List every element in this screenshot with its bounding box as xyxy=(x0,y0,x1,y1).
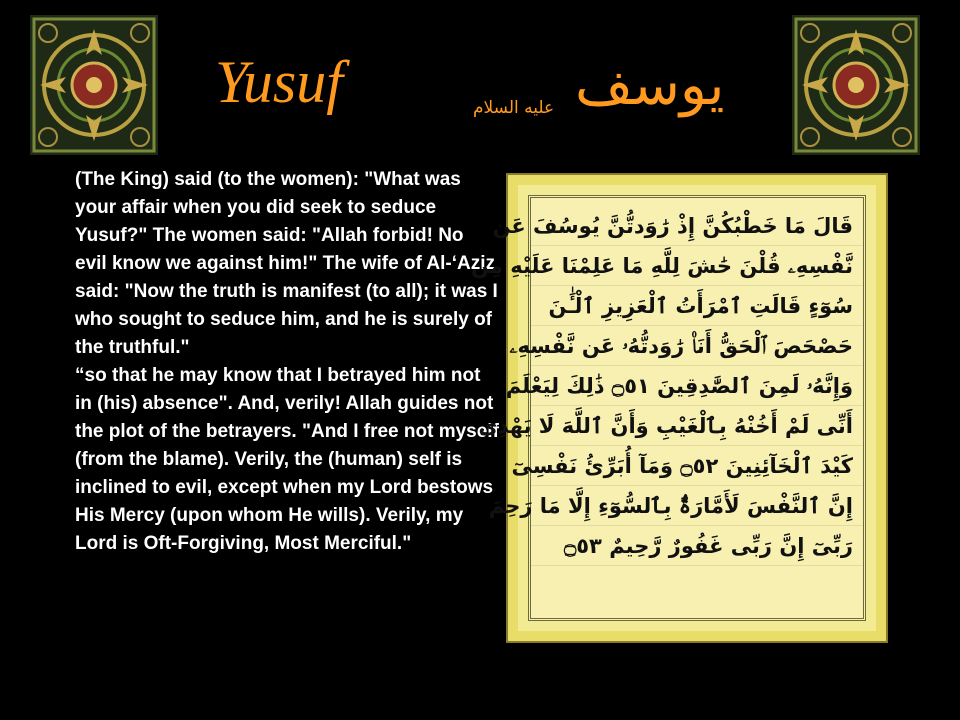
left-ornament-image xyxy=(30,15,158,155)
translation-text xyxy=(75,166,500,558)
quran-line: كَيْدَ ٱلْخَآئِنِينَ ۝٥٢ وَمَآ أُبَرِّئُ نَفْسِىٓ xyxy=(531,446,863,486)
quran-line: قَالَ مَا خَطْبُكُنَّ إِذْ رَٰوَدتُّنَّ يُوسُفَ عَن xyxy=(531,206,863,246)
quran-line: إِنَّ ٱلنَّفْسَ لَأَمَّارَةٌۢ بِٱلسُّوٓءِ إِلَّا مَا رَحِمَ xyxy=(531,486,863,526)
quran-line: رَبِّىٓ إِنَّ رَبِّى غَفُورٌ رَّحِيمٌ ۝٥٣ xyxy=(531,526,863,566)
quran-line: وَإِنَّهُۥ لَمِنَ ٱلصَّٰدِقِينَ ۝٥١ ذَٰلِكَ لِيَعْلَمَ xyxy=(531,366,863,406)
quran-page-text-area xyxy=(471,195,866,621)
translation-paragraph-1: (The King) said (to the women): "What was your affair when you did seek to seduce Yusuf?" The women said: "Allah forbid! No evil know we against him!" The wife of Al-‘Aziz said: "Now the truth is manifest (to all); it was I who sought to seduce him, and he is surely of the truthful." xyxy=(75,169,498,358)
title-english: Yusuf xyxy=(215,49,343,115)
quran-line: حَصْحَصَ ٱلْحَقُّ أَنَا۠ رَٰوَدتُّهُۥ عَن نَّفْسِهِۦ xyxy=(531,326,863,366)
title-honorific-arabic: عليه السلام xyxy=(473,98,555,118)
translation-paragraph-2: “so that he may know that I betrayed him not in (his) absence". And, verily! Allah guides not the plot of the betrayers. "And I free not myself (from the blame). Verily, the (human) self is inclined to evil, except when my Lord bestows His Mercy (upon whom He wills). Verily, my Lord is Oft-Forgiving, Most Merciful." xyxy=(75,365,499,554)
quran-line: سُوٓءٍ قَالَتِ ٱمْرَأَتُ ٱلْعَزِيزِ ٱلْـَٰٔنَ xyxy=(531,286,863,326)
title-arabic: يوسف xyxy=(575,53,725,118)
quran-line: أَنِّى لَمْ أَخُنْهُ بِٱلْغَيْبِ وَأَنَّ ٱللَّهَ لَا يَهْدِى xyxy=(531,406,863,446)
quran-page-image xyxy=(471,175,886,641)
quran-line: نَّفْسِهِۦ قُلْنَ حَٰشَ لِلَّهِ مَا عَلِمْنَا عَلَيْهِ مِن xyxy=(531,246,863,286)
right-ornament-image xyxy=(792,15,920,155)
